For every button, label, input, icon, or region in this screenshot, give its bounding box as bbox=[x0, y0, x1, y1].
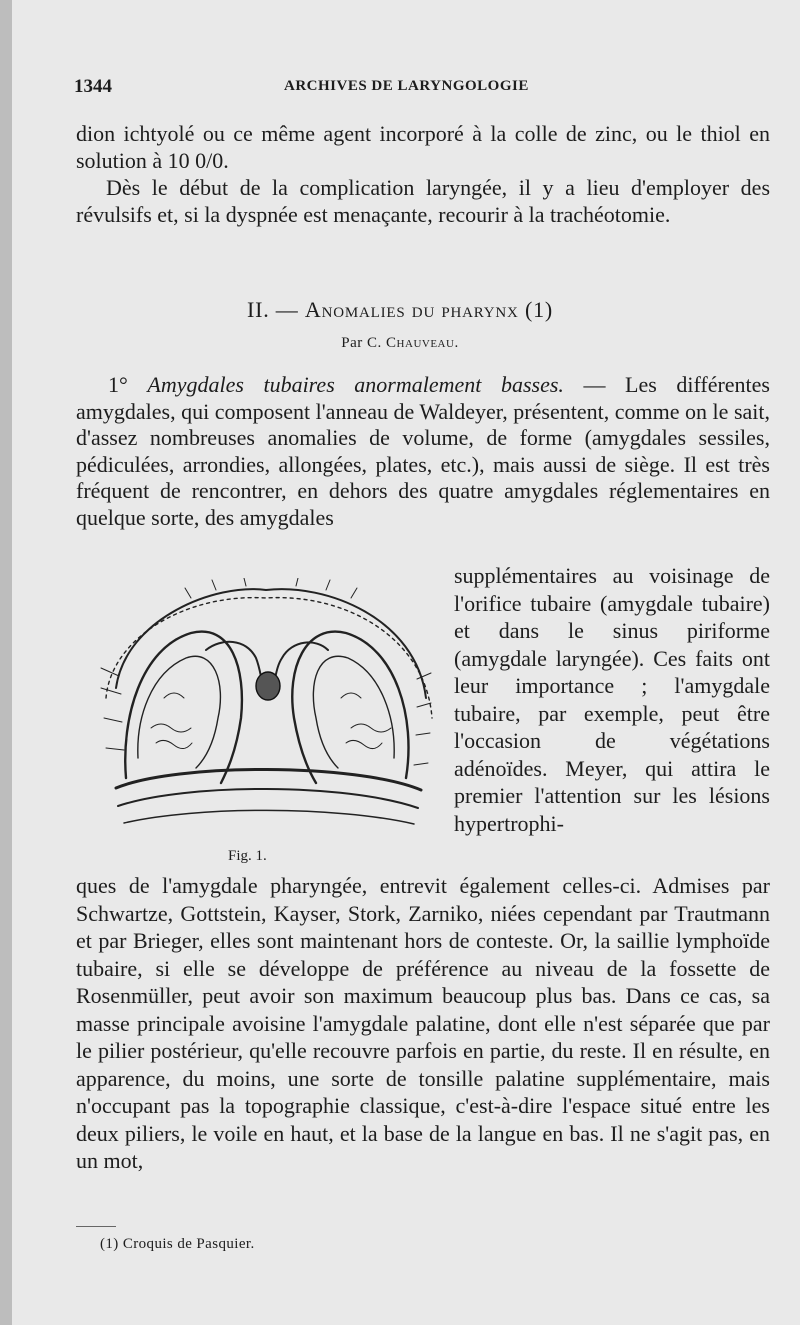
byline-prefix: Par bbox=[341, 335, 363, 351]
subsection-number: 1° bbox=[108, 372, 128, 397]
page-header bbox=[74, 76, 754, 104]
subsection-paragraph bbox=[76, 372, 770, 531]
running-head: ARCHIVES DE LARYNGOLOGIE bbox=[284, 78, 529, 94]
figure-caption: Fig. 1. bbox=[228, 848, 267, 864]
section-title bbox=[0, 297, 800, 323]
subsection-text: Les différentes amygdales, qui composent l'anneau de Waldeyer, présentent, comme on le sait, d'assez nombreuses anomalies de volume, de forme (amygdales sessiles, pédiculées, arrondies, allongées, plates, etc.), mais aussi de siège. Il est très fréquent de rencontrer, en dehors des quatre amygdales réglementaires en quelque sorte, des amygdales bbox=[76, 372, 770, 530]
section-title-text: Anomalies du pharynx bbox=[304, 297, 519, 322]
footnote-ref: (1) bbox=[100, 1236, 119, 1252]
paragraph-continued: ques de l'amygdale pharyngée, entrevit également celles-ci. Admises par Schwartze, Gottstein, Kayser, Stork, Zarniko, niées cependant par Trautmann et par Brieger, elles sont maintenant hors de conteste. Or, la saillie lymphoïde tubaire, si elle se développe de préférence au niveau de la fossette de Rosenmüller, peut avoir son maximum beaucoup plus bas. Dans ce cas, sa masse principale avoisine l'amygdale palatine, dont elle n'est séparée que par le pilier postérieur, qu'elle recouvre parfois en partie, du reste. Il en résulte, en apparence, du moins, une sorte de tonsille palatine supplémentaire, mais n'occupant pas la topographie classique, c'est-à-dire l'espace situé entre les deux piliers, le voile en haut, et la base de la langue en bas. Il ne s'agit pas, en un mot, bbox=[76, 873, 770, 1173]
subsection-title: Amygdales tubaires anormalement basses. bbox=[147, 372, 564, 397]
pharynx-drawing bbox=[96, 578, 436, 838]
section-note-ref: (1) bbox=[524, 297, 554, 322]
wrapped-text-column: supplémentaires au voisinage de l'orifice tubaire (amygdale tubaire) et dans le sinus piriforme (amygdale laryngée). Ces faits ont leur importance ; l'amygdale tubaire, par exemple, peut être l'occasion de végétations adénoïdes. Meyer, qui attira le premier l'attention sur les lésions hypertrophi- bbox=[454, 563, 770, 836]
footnote-text: Croquis de Pasquier. bbox=[122, 1236, 255, 1252]
footnote bbox=[100, 1236, 255, 1253]
page-number: 1344 bbox=[74, 76, 112, 97]
byline bbox=[0, 335, 800, 352]
author-name: C. Chauveau. bbox=[367, 335, 459, 351]
subsection-dash: — bbox=[563, 372, 626, 397]
paragraph-1: dion ichtyolé ou ce même agent incorporé à la colle de zinc, ou le thiol en solution à 10 0/0. bbox=[76, 121, 770, 173]
section-number: II. — bbox=[246, 297, 299, 322]
paragraph-2: Dès le début de la complication laryngée, il y a lieu d'employer des révulsifs et, si la dyspnée est menaçante, recourir à la trachéotomie. bbox=[76, 175, 770, 227]
figure-pharynx-sketch bbox=[96, 578, 436, 838]
footnote-rule bbox=[76, 1226, 116, 1227]
page-edge-shadow bbox=[0, 0, 12, 1325]
